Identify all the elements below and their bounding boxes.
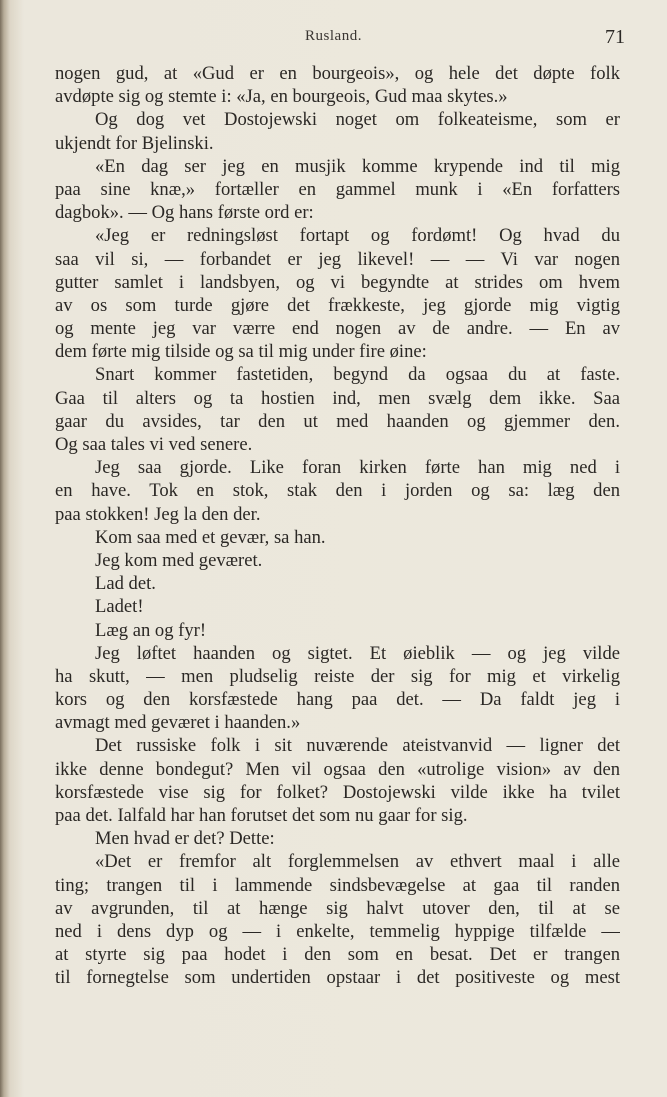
text-line: «Det er fremfor alt forglemmelsen av ethvert maal i alle xyxy=(95,851,620,873)
text-line: Ladet! xyxy=(95,596,144,618)
page-header xyxy=(0,22,667,52)
text-line: av avgrunden, til at hænge sig halvt utover den, til at se xyxy=(55,897,620,919)
running-head: Rusland. xyxy=(305,28,362,44)
text-line: «En dag ser jeg en musjik komme krypende ind til mig xyxy=(95,155,620,177)
text-line: Jeg kom med geværet. xyxy=(95,549,263,571)
text-line: Det russiske folk i sit nuværende ateistvanvid — ligner det xyxy=(95,735,620,757)
text-line: til fornegtelse som undertiden opstaar i det positiveste og mest xyxy=(55,967,620,989)
text-line: paa det. Ialfald har han forutset det som nu gaar for sig. xyxy=(55,805,468,826)
text-line: Lad det. xyxy=(95,573,156,595)
text-line: ting; trangen til i lammende sindsbevægelse at gaa til randen xyxy=(55,874,620,896)
text-line: Jeg saa gjorde. Like foran kirken førte han mig ned i xyxy=(95,457,620,479)
text-line: dem førte mig tilside og sa til mig under fire øine: xyxy=(55,341,427,363)
text-line: av os som turde gjøre det frækkeste, jeg gjorde mig vigtig xyxy=(55,294,620,316)
text-line: kors og den korsfæstede hang paa det. — Da faldt jeg i xyxy=(55,689,620,711)
text-line: Læg an og fyr! xyxy=(95,619,207,641)
text-line: nogen gud, at «Gud er en bourgeois», og hele det døpte folk xyxy=(55,63,620,84)
page-number: 71 xyxy=(605,26,625,48)
text-line: ned i dens dyp og — i enkelte, temmelig hyppige tilfælde — xyxy=(55,920,620,942)
text-line: en have. Tok en stok, stak den i jorden og sa: læg den xyxy=(55,480,620,502)
text-line: paa sine knæ,» fortæller en gammel munk i «En forfatters xyxy=(55,178,620,200)
text-line: korsfæstede vise sig for folket? Dostojewski vilde ikke ha tvilet xyxy=(55,781,620,803)
text-line: ikke denne bondegut? Men vil ogsaa den «utrolige vision» av den xyxy=(55,758,620,780)
text-line: Gaa til alters og ta hostien ind, men svælg dem ikke. Saa xyxy=(55,387,620,409)
text-line: og mente jeg var værre end nogen av de andre. — En av xyxy=(55,318,620,340)
text-line: gaar du avsides, tar den ut med haanden og gjemmer den. xyxy=(55,410,620,432)
text-line: avdøpte sig og stemte i: «Ja, en bourgeois, Gud maa skytes.» xyxy=(55,86,508,108)
text-line: Men hvad er det? Dette: xyxy=(95,828,275,850)
text-line: Jeg løftet haanden og sigtet. Et øieblik — og jeg vilde xyxy=(95,642,620,664)
text-line: ha skutt, — men pludselig reiste der sig for mig et virkelig xyxy=(55,665,620,687)
text-line: Kom saa med et gevær, sa han. xyxy=(95,526,326,548)
text-line: paa stokken! Jeg la den der. xyxy=(55,503,261,525)
text-line: dagbok». — Og hans første ord er: xyxy=(55,202,314,224)
text-line: Og dog vet Dostojewski noget om folkeateisme, som er xyxy=(95,109,620,131)
text-line: at styrte sig paa hodet i den som en besat. Det er trangen xyxy=(55,944,620,966)
text-line: gutter samlet i landsbyen, og vi begyndte at strides om hvem xyxy=(55,271,620,293)
text-line: Snart kommer fastetiden, begynd da ogsaa du at faste. xyxy=(95,364,620,386)
text-line: avmagt med geværet i haanden.» xyxy=(55,712,301,734)
text-line: saa vil si, — forbandet er jeg likevel! — — Vi var nogen xyxy=(55,248,620,270)
text-line: ukjendt for Bjelinski. xyxy=(55,132,214,154)
text-line: «Jeg er redningsløst fortapt og fordømt! Og hvad du xyxy=(95,225,620,247)
body-text xyxy=(55,62,620,990)
text-line: Og saa tales vi ved senere. xyxy=(55,434,253,455)
